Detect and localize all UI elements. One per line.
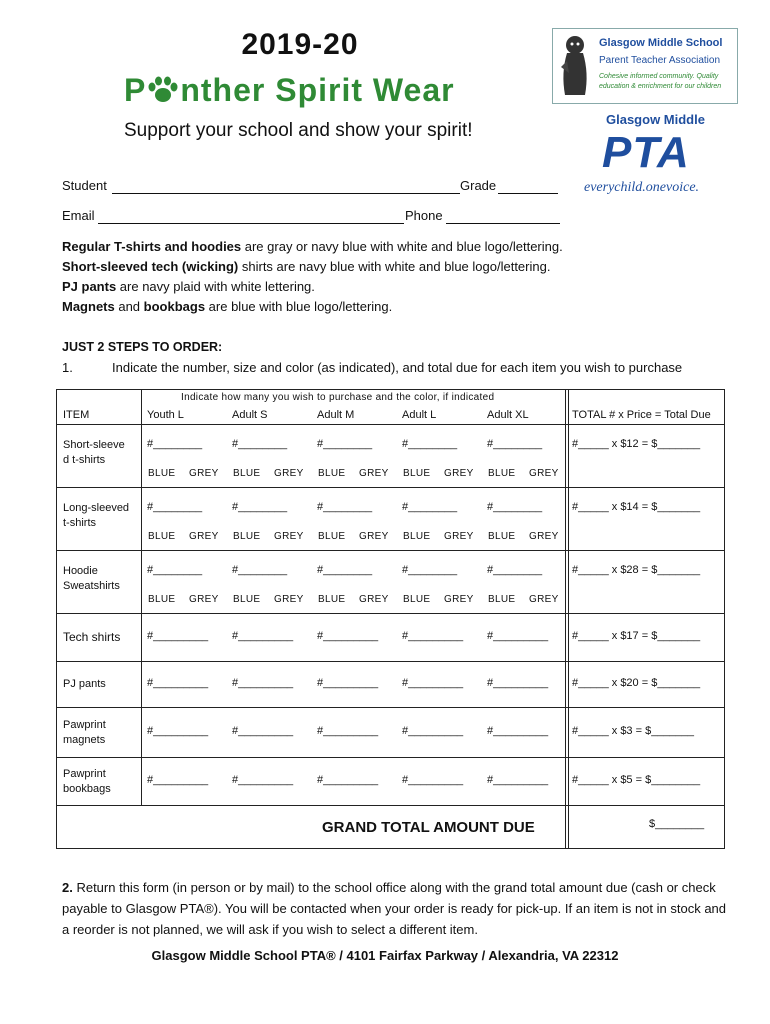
step-1-number: 1.	[62, 360, 73, 375]
row-total-field[interactable]: #_____ x $5 = $________	[572, 774, 701, 786]
desc-line: Short-sleeved tech (wicking) shirts are navy blue with white and blue logo/lettering.	[62, 259, 551, 274]
col-divider	[565, 390, 566, 848]
table-instruction: Indicate how many you wish to purchase and the color, if indicated	[181, 392, 495, 403]
row-total-field[interactable]: #_____ x $17 = $_______	[572, 630, 701, 642]
email-field[interactable]	[98, 209, 404, 224]
quantity-field[interactable]: #_________	[317, 725, 379, 737]
row-divider	[57, 805, 565, 806]
pta-slogan: everychild.onevoice.	[584, 180, 700, 195]
color-option-blue[interactable]: BLUE	[318, 531, 346, 542]
color-option-blue[interactable]: BLUE	[148, 531, 176, 542]
quantity-field[interactable]: #________	[232, 438, 288, 450]
color-option-blue[interactable]: BLUE	[148, 594, 176, 605]
color-option-grey[interactable]: GREY	[189, 468, 219, 479]
footer-address: Glasgow Middle School PTA® / 4101 Fairfax Parkway / Alexandria, VA 22312	[151, 948, 619, 963]
quantity-field[interactable]: #________	[317, 501, 373, 513]
pta-brand-name: Glasgow Middle	[606, 112, 705, 127]
panther-mascot-icon	[557, 33, 593, 99]
phone-field[interactable]	[446, 209, 560, 224]
quantity-field[interactable]: #________	[487, 564, 543, 576]
size-header: Adult L	[402, 409, 437, 421]
quantity-field[interactable]: #________	[487, 438, 543, 450]
quantity-field[interactable]: #________	[402, 564, 458, 576]
total-header: TOTAL # x Price = Total Due	[572, 409, 711, 421]
phone-label: Phone	[405, 208, 443, 223]
quantity-field[interactable]: #_________	[147, 774, 209, 786]
color-option-grey[interactable]: GREY	[359, 594, 389, 605]
quantity-field[interactable]: #_________	[232, 725, 294, 737]
email-label: Email	[62, 208, 95, 223]
pta-brand-mark: PTA	[602, 128, 690, 177]
order-table	[56, 389, 725, 849]
row-item-label: Hoodie Sweatshirts	[63, 565, 120, 592]
color-option-grey[interactable]: GREY	[529, 531, 559, 542]
quantity-field[interactable]: #_________	[147, 725, 209, 737]
row-item-label: PJ pants	[63, 678, 106, 690]
step-1	[62, 360, 682, 375]
quantity-field[interactable]: #_________	[487, 630, 549, 642]
col-divider	[141, 390, 142, 805]
pta-tagline-2: education & enrichment for our children	[599, 83, 722, 90]
desc-line: Regular T-shirts and hoodies are gray or navy blue with white and blue logo/lettering.	[62, 239, 563, 254]
student-field[interactable]	[112, 179, 460, 194]
quantity-field[interactable]: #________	[147, 564, 203, 576]
quantity-field[interactable]: #_________	[487, 725, 549, 737]
quantity-field[interactable]: #_________	[402, 677, 464, 689]
row-divider	[57, 613, 724, 614]
color-option-blue[interactable]: BLUE	[148, 468, 176, 479]
color-option-grey[interactable]: GREY	[444, 531, 474, 542]
quantity-field[interactable]: #________	[317, 438, 373, 450]
quantity-field[interactable]: #_________	[147, 677, 209, 689]
color-option-blue[interactable]: BLUE	[488, 531, 516, 542]
row-item-label: Short-sleeve d t-shirts	[63, 439, 125, 466]
desc-line: PJ pants are navy plaid with white lettering.	[62, 279, 315, 294]
row-item-label: Pawprint bookbags	[63, 768, 111, 795]
row-total-field[interactable]: #_____ x $14 = $_______	[572, 501, 701, 513]
step-1-text: Indicate the number, size and color (as indicated), and total due for each item you wish to purchase	[112, 360, 683, 375]
pta-tagline-1: Cohesive informed community. Quality	[599, 73, 719, 80]
quantity-field[interactable]: #_________	[317, 677, 379, 689]
step-2	[62, 877, 732, 940]
row-divider	[57, 757, 724, 758]
step-2-text: Return this form (in person or by mail) to the school office along with the grand total amount due (cash or check payable to Glasgow PTA®). You will be contacted when your order is ready for pick-up. If an item is not in stock and a reorder is not planned, we will ask if you wish to select a different item.	[62, 880, 727, 937]
row-total-field[interactable]: #_____ x $28 = $_______	[572, 564, 701, 576]
color-option-blue[interactable]: BLUE	[488, 468, 516, 479]
size-header: Youth L	[147, 409, 184, 421]
color-option-grey[interactable]: GREY	[189, 531, 219, 542]
pawprint-icon	[146, 75, 180, 105]
title-rest: nther Spirit Wear	[180, 72, 455, 108]
pta-school-name: Glasgow Middle School	[599, 37, 723, 49]
quantity-field[interactable]: #_________	[402, 725, 464, 737]
row-divider	[57, 424, 724, 425]
page-title	[124, 72, 455, 109]
row-divider	[57, 550, 724, 551]
color-option-grey[interactable]: GREY	[359, 531, 389, 542]
row-item-label: Pawprint magnets	[63, 719, 106, 746]
color-option-blue[interactable]: BLUE	[488, 594, 516, 605]
steps-heading: JUST 2 STEPS TO ORDER:	[62, 340, 223, 354]
row-item-label: Tech shirts	[63, 630, 121, 644]
size-header: Adult XL	[487, 409, 529, 421]
quantity-field[interactable]: #_________	[232, 630, 294, 642]
item-header: ITEM	[63, 409, 90, 421]
quantity-field[interactable]: #_________	[232, 774, 294, 786]
size-header: Adult S	[232, 409, 268, 421]
color-option-blue[interactable]: BLUE	[403, 468, 431, 479]
title-letter-p: P	[124, 72, 147, 108]
step-2-number: 2.	[62, 880, 73, 895]
col-divider	[568, 390, 569, 848]
quantity-field[interactable]: #________	[402, 501, 458, 513]
color-option-blue[interactable]: BLUE	[233, 531, 261, 542]
quantity-field[interactable]: #________	[487, 501, 543, 513]
quantity-field[interactable]: #_________	[147, 630, 209, 642]
pta-brand-logo	[584, 110, 742, 200]
quantity-field[interactable]: #_________	[487, 677, 549, 689]
row-divider	[57, 661, 724, 662]
quantity-field[interactable]: #________	[232, 564, 288, 576]
product-descriptions	[62, 237, 563, 317]
color-option-blue[interactable]: BLUE	[318, 594, 346, 605]
pta-association-logo	[552, 28, 738, 104]
color-option-grey[interactable]: GREY	[529, 594, 559, 605]
quantity-field[interactable]: #_________	[232, 677, 294, 689]
row-divider	[57, 487, 724, 488]
grade-field[interactable]	[498, 179, 558, 194]
row-total-field[interactable]: #_____ x $12 = $_______	[572, 438, 701, 450]
desc-line: Magnets and bookbags are blue with blue logo/lettering.	[62, 299, 393, 314]
color-option-blue[interactable]: BLUE	[233, 468, 261, 479]
quantity-field[interactable]: #_________	[402, 630, 464, 642]
color-option-grey[interactable]: GREY	[444, 468, 474, 479]
row-total-field[interactable]: #_____ x $20 = $_______	[572, 677, 701, 689]
quantity-field[interactable]: #________	[147, 438, 203, 450]
row-total-field[interactable]: #_____ x $3 = $_______	[572, 725, 695, 737]
quantity-field[interactable]: #_________	[317, 774, 379, 786]
quantity-field[interactable]: #_________	[402, 774, 464, 786]
grade-label: Grade	[460, 178, 497, 193]
color-option-grey[interactable]: GREY	[359, 468, 389, 479]
page-subtitle: Support your school and show your spirit!	[124, 120, 473, 141]
row-item-label: Long-sleeved t-shirts	[63, 502, 130, 529]
color-option-blue[interactable]: BLUE	[403, 594, 431, 605]
student-label: Student	[62, 178, 107, 193]
quantity-field[interactable]: #_________	[487, 774, 549, 786]
color-option-grey[interactable]: GREY	[444, 594, 474, 605]
size-header: Adult M	[317, 409, 355, 421]
quantity-field[interactable]: #________	[147, 501, 203, 513]
row-divider	[57, 707, 724, 708]
quantity-field[interactable]: #________	[402, 438, 458, 450]
color-option-grey[interactable]: GREY	[274, 594, 304, 605]
grand-total-field[interactable]: $________	[649, 818, 705, 830]
grand-total-label: GRAND TOTAL AMOUNT DUE	[322, 819, 535, 836]
color-option-blue[interactable]: BLUE	[403, 531, 431, 542]
color-option-blue[interactable]: BLUE	[233, 594, 261, 605]
color-option-blue[interactable]: BLUE	[318, 468, 346, 479]
year-heading: 2019-20	[241, 28, 359, 61]
quantity-field[interactable]: #_________	[317, 630, 379, 642]
quantity-field[interactable]: #________	[317, 564, 373, 576]
pta-association-name: Parent Teacher Association	[599, 55, 721, 66]
quantity-field[interactable]: #________	[232, 501, 288, 513]
color-option-grey[interactable]: GREY	[274, 468, 304, 479]
color-option-grey[interactable]: GREY	[274, 531, 304, 542]
color-option-grey[interactable]: GREY	[529, 468, 559, 479]
color-option-grey[interactable]: GREY	[189, 594, 219, 605]
